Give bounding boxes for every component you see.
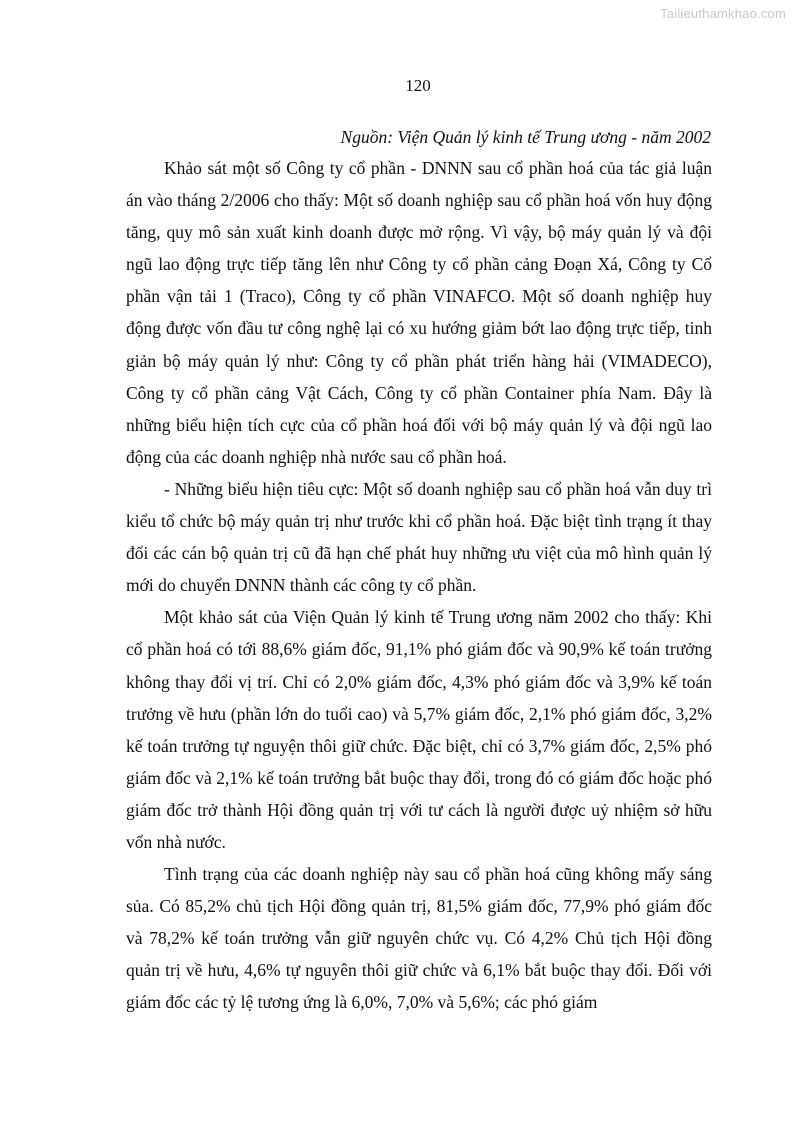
paragraph-negative-signs: - Những biểu hiện tiêu cực: Một số doanh nghiệp sau cổ phần hoá vẫn duy trì kiểu tổ chức bộ máy quản trị như trước khi cổ phần hoá. Đặc biệt tình trạng ít thay đổi các cán bộ quản trị cũ đã hạn chế phát huy những ưu việt của mô hình quản lý mới do chuyển DNNN thành các công ty cổ phần.: [126, 478, 712, 596]
body-text: [126, 152, 712, 1019]
page-number: 120: [405, 76, 431, 95]
paragraph-survey-2002: Một khảo sát của Viện Quản lý kinh tế Trung ương năm 2002 cho thấy: Khi cổ phần hoá có tới 88,6% giám đốc, 91,1% phó giám đốc và 90,9% kế toán trưởng không thay đổi vị trí. Chỉ có 2,0% giám đốc, 4,3% phó giám đốc và 3,9% kế toán trưởng về hưu (phần lớn do tuổi cao) và 5,7% giám đốc, 2,1% phó giám đốc, 3,2% kế toán trưởng tự nguyện thôi giữ chức. Đặc biệt, chỉ có 3,7% giám đốc, 2,5% phó giám đốc và 2,1% kế toán trưởng bắt buộc thay đổi, trong đó có giám đốc hoặc phó giám đốc trở thành Hội đồng quản trị với tư cách là người được uỷ nhiệm sở hữu vốn nhà nước.: [126, 607, 712, 852]
source-citation: Nguồn: Viện Quản lý kinh tế Trung ương - năm 2002: [340, 127, 711, 147]
paragraph-survey-2006: Khảo sát một số Công ty cổ phần - DNNN sau cổ phần hoá của tác giả luận án vào tháng 2/2006 cho thấy: Một số doanh nghiệp sau cổ phần hoá vốn huy động tăng, quy mô sản xuất kinh doanh được mở rộng. Vì vậy, bộ máy quản lý và đội ngũ lao động trực tiếp tăng lên như Công ty cổ phần cảng Đoạn Xá, Công ty Cổ phần vận tải 1 (Traco), Công ty cổ phần VINAFCO. Một số doanh nghiệp huy động được vốn đầu tư công nghệ lại có xu hướng giảm bớt lao động trực tiếp, tinh giản bộ máy quản lý như: Công ty cổ phần phát triển hàng hải (VIMADECO), Công ty cổ phần cảng Vật Cách, Công ty cổ phần Container phía Nam. Đây là những biểu hiện tích cực của cổ phần hoá đối với bộ máy quản lý và đội ngũ lao động của các doanh nghiệp nhà nước sau cổ phần hoá.: [126, 158, 712, 467]
watermark-text: Tailieuthamkhao.com: [660, 6, 786, 21]
paragraph-post-equitization: Tình trạng của các doanh nghiệp này sau cổ phần hoá cũng không mấy sáng sủa. Có 85,2% chủ tịch Hội đồng quản trị, 81,5% giám đốc, 77,9% phó giám đốc và 78,2% kế toán trưởng vẫn giữ nguyên chức vụ. Có 4,2% Chủ tịch Hội đồng quản trị về hưu, 4,6% tự nguyên thôi giữ chức và 6,1% bắt buộc thay đổi. Đối với giám đốc các tỷ lệ tương ứng là 6,0%, 7,0% và 5,6%; các phó giám: [126, 864, 712, 1013]
